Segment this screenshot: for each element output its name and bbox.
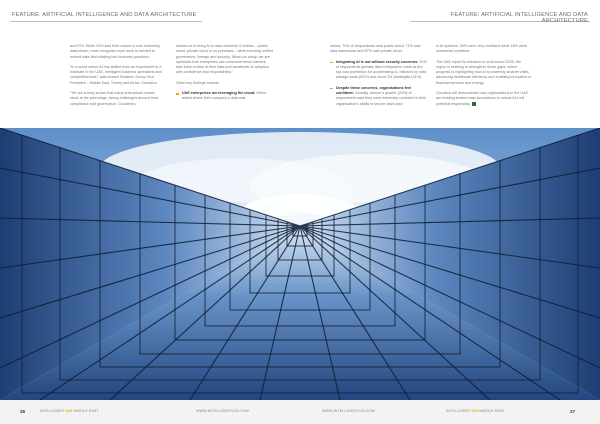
paragraph: Other key findings include:	[176, 80, 220, 85]
bullet-text: When asked where their company’s data was	[182, 91, 267, 101]
page-header-left: FEATURE: ARTIFICIAL INTELLIGENCE AND DATA ARCHITECTURE	[10, 8, 202, 22]
magazine-name-left	[40, 409, 99, 413]
magazine-suffix: MIDDLE EAST	[479, 409, 505, 413]
magazine-suffix: MIDDLE EAST	[73, 409, 99, 413]
bullet-text: Globally, almost a quarter (24%) of respondents said they were extremely confident in their organisation’s ability to secure data used	[336, 91, 427, 106]
page-number-left: 26	[20, 409, 26, 414]
page-header-right: FEATURE: ARTIFICIAL INTELLIGENCE AND DATA ARCHITECTURE	[410, 8, 590, 22]
bullet-item	[330, 86, 428, 107]
website-url-left[interactable]: WWW.INTELLIGENTCIO.COM	[196, 409, 249, 413]
bullet-item	[330, 60, 428, 81]
paragraph: mission is to bring AI to data wherever it resides – public cloud, private cloud or on-premises – while ensuring unified governance, lineage and security. What our study: we are optimistic that enterprises can overcome these barriers, take back control of their data and accelerate AI adoption with confidence and responsibility.”	[176, 44, 273, 75]
magazine-prefix: INTELLIGENT	[446, 409, 471, 413]
bullet-heading: Despite these concerns, organisations feel confident:	[336, 85, 412, 96]
end-of-article-icon	[472, 102, 476, 106]
paragraph-text: Cloudera will demonstrate how organisations in the UAE are building trusted data foundations to unlock AI’s full potential responsibly.	[436, 91, 529, 106]
page-footer	[0, 400, 600, 424]
paragraph: “In a world where AI has shifted from an experiment to a mandate in the UAE, intelligent business operations and competitiveness,” said Ahmed Shakeel, Group Vice President – Middle East, Turkey and Africa, Cloudera.	[70, 64, 162, 85]
article-body	[0, 44, 600, 128]
bullet-heading: UAE enterprises are leveraging the cloud:	[182, 91, 256, 96]
paragraph: and ROI. While 24% said their culture is now extremely data-driven, most recognise more work is needed to embed data-first thinking into business practices.	[70, 44, 160, 59]
magazine-brand: CIO	[65, 409, 73, 413]
article-column-3	[330, 44, 428, 112]
paragraph: The UAE report is released on to AI-tuned 2025, the region is seeking to strengthen these gaps, where progress is highlighting how AI is powering smarter cities, advancing healthcare efficiency and enabling innovation in financial services and energy.	[436, 59, 532, 85]
magazine-brand: CIO	[471, 409, 479, 413]
paragraph: “Yet our survey shows that many enterprises remain stuck at the pilot stage, facing challenges around trust, compliance and governance. Cloudera’s	[70, 91, 159, 106]
page-number-right: 27	[570, 409, 576, 414]
article-column-1	[70, 44, 164, 112]
bullet-heading: Integrating AI is not without security concerns:	[336, 59, 419, 64]
article-column-2	[176, 44, 274, 107]
skyscraper-photo	[0, 128, 600, 400]
bullet-text: 51% of respondents globally listed integration costs as the top cost prohibition for accelerating AI, followed by data storage costs (53%) and cloud 3% (strategies (41%).	[336, 59, 427, 80]
paragraph: in AI systems, 53% were very confident while 18% were somewhat confident.	[436, 44, 527, 54]
magazine-prefix: INTELLIGENT	[40, 409, 65, 413]
magazine-name-right	[446, 409, 505, 413]
website-url-right[interactable]: WWW.INTELLIGENTCIO.COM	[322, 409, 375, 413]
paragraph	[436, 91, 532, 107]
article-column-4	[436, 44, 532, 112]
bullet-item	[176, 91, 274, 102]
paragraph: stored, 70% of respondents said public cloud; 71% said data warehouse and 67% said private cloud.	[330, 44, 421, 54]
